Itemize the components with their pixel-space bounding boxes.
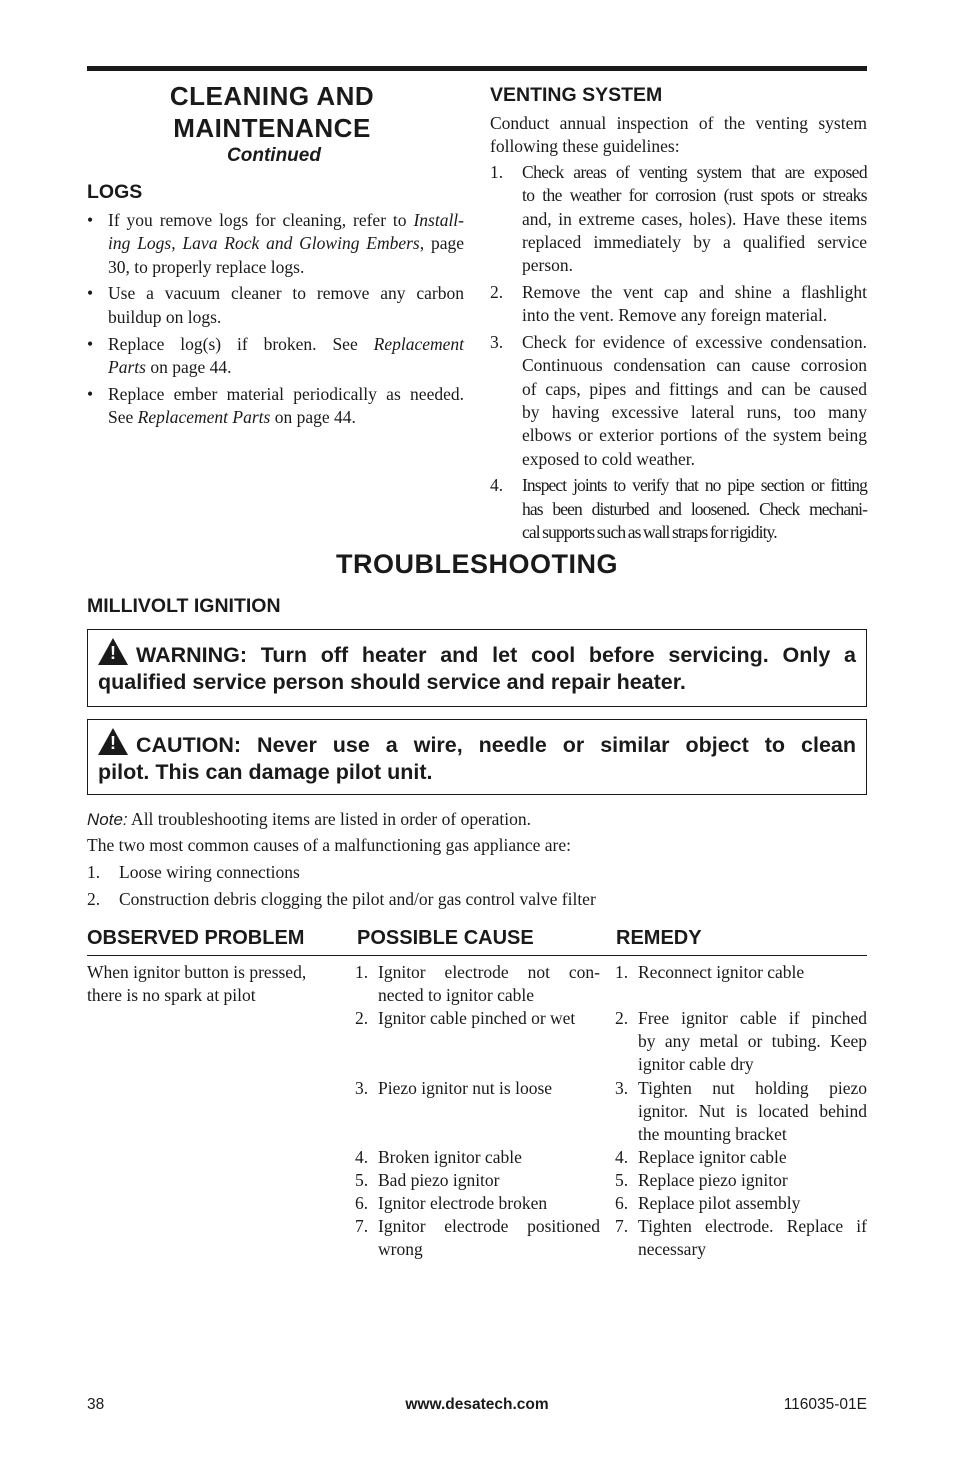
remedy-text: the mounting bracket bbox=[638, 1123, 787, 1144]
bullet-dot: • bbox=[87, 333, 94, 354]
cause-text: Ignitor electrode not con- bbox=[378, 962, 600, 982]
logs-line bbox=[108, 209, 464, 232]
venting-item-number: 4. bbox=[490, 475, 504, 496]
caution-triangle-icon bbox=[98, 728, 128, 755]
caution-text: CAUTION: Never use a wire, needle or similar object to clean bbox=[136, 733, 856, 757]
venting-item-line: Remove the vent cap and shine a flashlight bbox=[522, 282, 867, 302]
logs-text: , page bbox=[419, 233, 464, 254]
warning-triangle-icon bbox=[98, 638, 128, 665]
logs-text: on page 44. bbox=[270, 406, 356, 427]
remedy-number: 1. bbox=[615, 962, 629, 982]
logs-line bbox=[108, 356, 464, 379]
venting-item-line: replaced immediately by a qualified service bbox=[522, 231, 867, 252]
table-header-rule bbox=[87, 955, 867, 956]
logs-line bbox=[108, 282, 464, 305]
header-possible-cause: POSSIBLE CAUSE bbox=[357, 927, 534, 949]
logs-line bbox=[108, 406, 464, 429]
remedy-number: 2. bbox=[615, 1008, 629, 1029]
remedy-text: Free ignitor cable if pinched bbox=[638, 1008, 867, 1029]
title-line-2: MAINTENANCE bbox=[173, 113, 371, 143]
warning-box bbox=[87, 629, 867, 707]
cause-text: Bad piezo ignitor bbox=[378, 1169, 500, 1190]
venting-item-line: Inspect joints to verify that no pipe section or fitting bbox=[522, 475, 867, 496]
cause-text: Ignitor cable pinched or wet bbox=[378, 1008, 576, 1029]
logs-line bbox=[108, 232, 464, 255]
cause-number: 5. bbox=[355, 1169, 369, 1190]
problem-line: When ignitor button is pressed, bbox=[87, 962, 307, 982]
venting-heading: VENTING SYSTEM bbox=[490, 84, 663, 106]
warning-text: WARNING: Turn off heater and let cool before servicing. Only a bbox=[136, 643, 856, 667]
caution-line bbox=[98, 759, 856, 786]
venting-item-number: 1. bbox=[490, 162, 504, 182]
venting-item-line: Check areas of venting system that are exposed bbox=[522, 162, 867, 182]
venting-item-line: exposed to cold weather. bbox=[522, 448, 696, 469]
venting-item-number: 2. bbox=[490, 282, 504, 302]
remedy-text: Replace pilot assembly bbox=[638, 1193, 801, 1213]
logs-italic-ref: Install- bbox=[413, 210, 464, 230]
remedy-number: 4. bbox=[615, 1146, 629, 1167]
venting-item-line: person. bbox=[522, 255, 574, 276]
remedy-number: 7. bbox=[615, 1216, 629, 1237]
venting-item-line: elbows or exterior portions of the system being bbox=[522, 425, 867, 446]
venting-intro bbox=[490, 112, 867, 158]
cause-text: Piezo ignitor nut is loose bbox=[378, 1077, 553, 1098]
cause-text: Ignitor electrode positioned bbox=[378, 1216, 600, 1237]
caution-text: pilot. This can damage pilot unit. bbox=[98, 760, 433, 784]
caution-box bbox=[87, 719, 867, 795]
bullet-dot: • bbox=[87, 210, 94, 230]
remedy-text: Replace ignitor cable bbox=[638, 1146, 787, 1167]
logs-line bbox=[108, 306, 464, 329]
logs-text: on page 44. bbox=[145, 356, 232, 377]
millivolt-heading: MILLIVOLT IGNITION bbox=[87, 595, 281, 617]
venting-item-line: and, in extreme cases, holes). Have these items bbox=[522, 208, 867, 229]
warning-line bbox=[98, 669, 856, 696]
venting-item-line: cal supports such as wall straps for rigidity. bbox=[522, 522, 777, 542]
cause-number: 2. bbox=[87, 889, 101, 909]
cause-text: Broken ignitor cable bbox=[378, 1146, 522, 1167]
logs-text: Use a vacuum cleaner to remove any carbon bbox=[108, 283, 464, 304]
cause-text: Ignitor electrode broken bbox=[378, 1193, 548, 1213]
remedy-text: ignitor. Nut is located behind bbox=[638, 1100, 867, 1121]
logs-text: If you remove logs for cleaning, refer to bbox=[108, 210, 414, 230]
remedy-column bbox=[615, 961, 867, 1281]
logs-line bbox=[108, 256, 464, 279]
document-number: 116035-01E bbox=[783, 1396, 867, 1413]
remedy-number: 6. bbox=[615, 1193, 629, 1213]
venting-item-line: to the weather for corrosion (rust spots or streaks bbox=[522, 185, 867, 206]
website-link[interactable]: www.desatech.com bbox=[405, 1396, 549, 1413]
bullet-dot: • bbox=[87, 283, 94, 304]
cause-number: 1. bbox=[355, 962, 369, 982]
cause-number: 6. bbox=[355, 1193, 369, 1213]
logs-italic-ref: Replacement bbox=[373, 333, 464, 354]
logs-text: 30, to properly replace logs. bbox=[108, 256, 305, 277]
logs-line bbox=[108, 333, 464, 356]
section-title-cleaning bbox=[87, 80, 457, 144]
cause-number: 4. bbox=[355, 1146, 369, 1167]
observed-problem-cell bbox=[87, 961, 337, 1007]
logs-italic-ref: Replacement Parts bbox=[137, 406, 271, 427]
remedy-text: by any metal or tubing. Keep bbox=[638, 1031, 867, 1052]
cause-number: 1. bbox=[87, 862, 101, 882]
logs-text: Replace log(s) if broken. See bbox=[108, 333, 374, 354]
cause-text: nected to ignitor cable bbox=[378, 985, 534, 1006]
header-remedy: REMEDY bbox=[616, 927, 702, 949]
remedy-number: 5. bbox=[615, 1169, 629, 1190]
bullet-dot: • bbox=[87, 383, 94, 404]
logs-text: See bbox=[108, 406, 138, 427]
remedy-text: Replace piezo ignitor bbox=[638, 1169, 788, 1190]
warning-text: qualified service person should service and repair heater. bbox=[98, 670, 686, 694]
top-rule bbox=[87, 66, 867, 71]
cause-number: 3. bbox=[355, 1077, 369, 1098]
section-title-troubleshooting: TROUBLESHOOTING bbox=[336, 549, 618, 579]
title-line-1: CLEANING AND bbox=[169, 81, 375, 111]
logs-heading: LOGS bbox=[87, 181, 143, 203]
cause-number: 7. bbox=[355, 1216, 369, 1237]
venting-intro-line: Conduct annual inspection of the venting system bbox=[490, 113, 867, 133]
venting-item-line: Check for evidence of excessive condensation. bbox=[522, 332, 867, 353]
warning-line bbox=[98, 638, 856, 669]
cause-column bbox=[355, 961, 600, 1281]
header-observed-problem: OBSERVED PROBLEM bbox=[87, 927, 305, 949]
venting-item-line: has been disturbed and loosened. Check mechani- bbox=[522, 498, 867, 519]
venting-item-line: Continuous condensation can cause corrosion bbox=[522, 355, 867, 376]
logs-italic-ref: Parts bbox=[108, 356, 146, 377]
note-paragraph bbox=[87, 808, 867, 831]
logs-list bbox=[87, 209, 464, 429]
continued-label: Continued bbox=[227, 145, 321, 166]
logs-text: buildup on logs. bbox=[108, 306, 222, 327]
venting-item-line: into the vent. Remove any foreign material. bbox=[522, 305, 828, 326]
cause-text: wrong bbox=[378, 1239, 423, 1260]
logs-line bbox=[108, 383, 464, 406]
remedy-text: Tighten nut holding piezo bbox=[638, 1077, 867, 1098]
causes-list bbox=[87, 861, 867, 921]
cause-text: Construction debris clogging the pilot and/or gas control valve filter bbox=[119, 889, 596, 909]
logs-text: Replace ember material periodically as needed. bbox=[108, 383, 464, 404]
page-number: 38 bbox=[87, 1396, 105, 1413]
venting-item-line: of caps, pipes and fittings and can be caused bbox=[522, 378, 867, 399]
venting-item-number: 3. bbox=[490, 332, 504, 353]
causes-intro: The two most common causes of a malfunctioning gas appliance are: bbox=[87, 835, 572, 855]
venting-intro-line: following these guidelines: bbox=[490, 136, 680, 157]
remedy-text: ignitor cable dry bbox=[638, 1054, 754, 1075]
note-text: All troubleshooting items are listed in order of operation. bbox=[127, 809, 532, 829]
problem-line: there is no spark at pilot bbox=[87, 985, 256, 1006]
remedy-text: Tighten electrode. Replace if bbox=[638, 1216, 867, 1237]
caution-line bbox=[98, 728, 856, 759]
cause-text: Loose wiring connections bbox=[119, 862, 300, 882]
venting-list bbox=[490, 161, 867, 544]
note-label: Note: bbox=[87, 810, 128, 829]
remedy-number: 3. bbox=[615, 1077, 629, 1098]
cause-number: 2. bbox=[355, 1008, 369, 1029]
logs-italic-ref: ing Logs, Lava Rock and Glowing Embers bbox=[108, 233, 420, 254]
venting-item-line: by having excessive lateral runs, too many bbox=[522, 402, 867, 422]
remedy-text: Reconnect ignitor cable bbox=[638, 962, 805, 982]
remedy-text: necessary bbox=[638, 1239, 707, 1260]
